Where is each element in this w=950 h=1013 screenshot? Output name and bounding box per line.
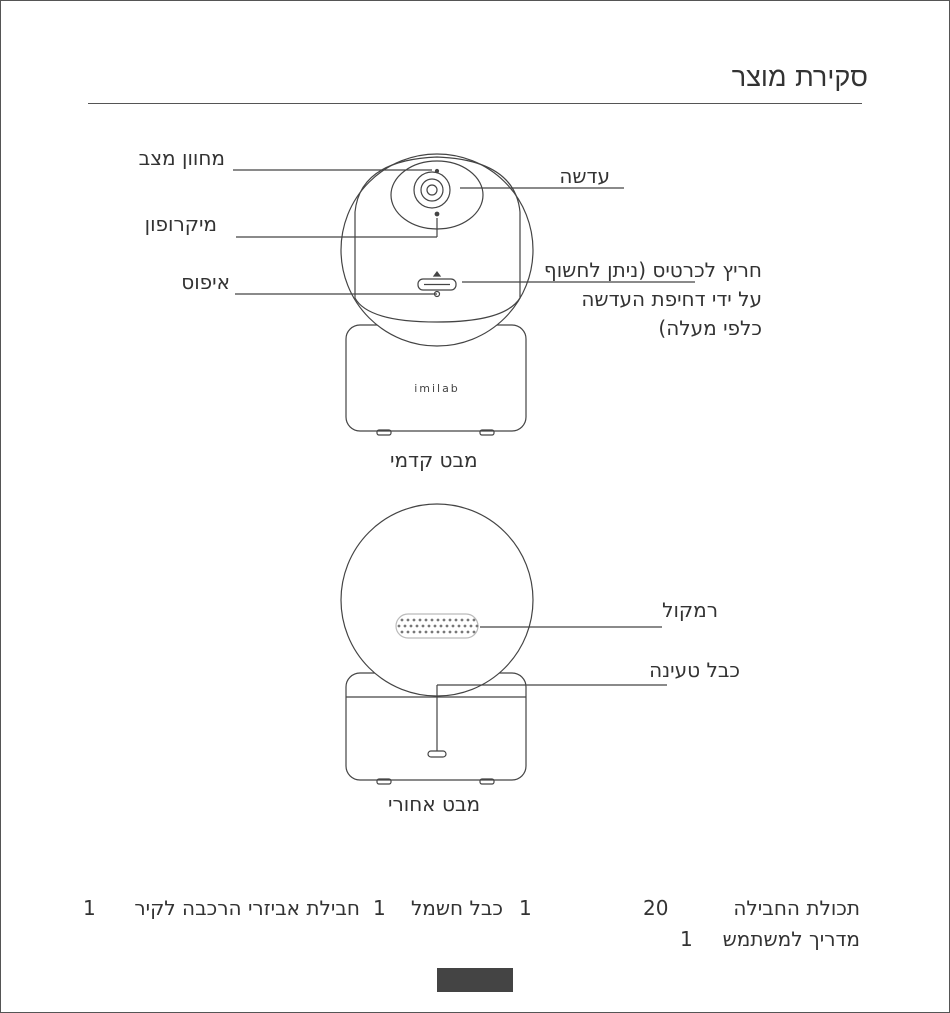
item-name: מדריך למשתמש bbox=[722, 927, 860, 951]
item-count: 1 bbox=[373, 896, 386, 920]
page-marker bbox=[437, 968, 513, 992]
page-title: סקירת מוצר bbox=[731, 62, 868, 93]
item-count: 1 bbox=[519, 896, 532, 920]
label-microphone: מיקרופון bbox=[144, 212, 217, 236]
label-speaker: רמקול bbox=[662, 598, 718, 622]
front-view-caption: מבט קדמי bbox=[390, 448, 478, 472]
item-count-wallmount: 1 bbox=[83, 896, 96, 920]
label-reset: איפוס bbox=[181, 270, 230, 294]
package-heading-count: 20 bbox=[643, 896, 669, 920]
package-heading: תכולת החבילה bbox=[733, 896, 860, 920]
item-name: חבילת אביזרי הרכבה לקיר bbox=[134, 896, 360, 920]
item-count: 1 bbox=[680, 927, 693, 951]
label-lens: עדשה bbox=[559, 164, 610, 188]
back-view-caption: מבט אחורי bbox=[388, 792, 481, 816]
brand-logo: imilab bbox=[414, 382, 460, 395]
label-charging-cable: כבל טעינה bbox=[649, 658, 740, 682]
label-status-indicator: מחוון מצב bbox=[138, 146, 225, 170]
back-camera-drawing bbox=[341, 504, 533, 784]
label-card-slot: חריץ לכרטיס (ניתן לחשוף על ידי דחיפת העדשה כלפי מעלה) bbox=[543, 258, 762, 340]
item-name: כבל חשמל bbox=[410, 896, 503, 920]
